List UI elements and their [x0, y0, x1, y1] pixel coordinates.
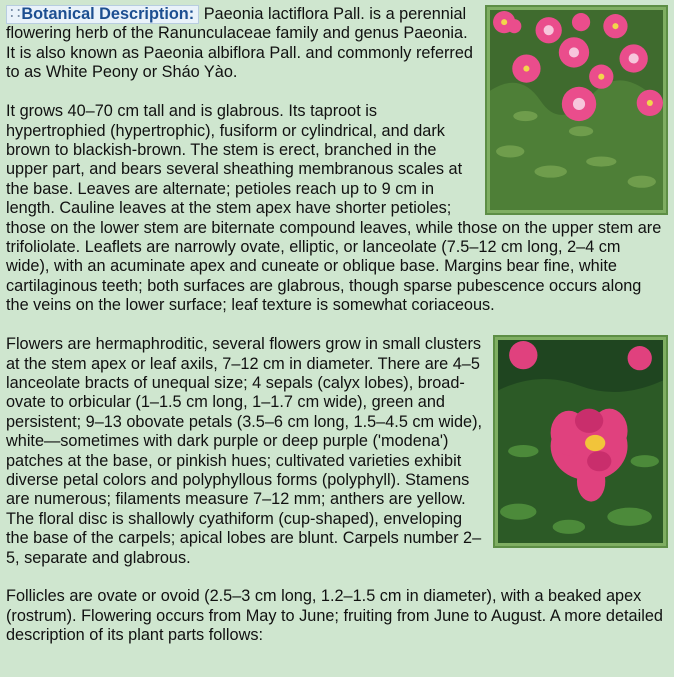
peony-bed-photo [485, 5, 668, 215]
flower-paragraph [6, 335, 668, 568]
paragraph-text: Flowers are hermaphroditic, several flowers grow in small clusters at the stem apex or leaf axils, 7–12 cm in diameter. There are 4–5 lanceolate bracts of unequal size; 4 sepals (calyx lobes), broad-ovate to orbicular (1–1.5 cm long, 1–1.7 cm wide), green and persistent; 9–13 obovate petals (3.5–6 cm long, 1.5–4.5 cm wide), white—sometimes with dark purple or deep purple ('modena') patches at the base, or pinkish hues; cultivated varieties exhibit diverse petal colors and polyphyllous forms (polyphyll). Stamens are numerous; filaments measure 7–12 mm; anthers are yellow. The floral disc is shallowly cyathiform (cup-shaped), enveloping the base of the carpels; apical lobes are blunt. Carpels number 2–5, separate and glabrous. [6, 335, 483, 567]
paragraph-text: It grows 40–70 cm tall and is glabrous. Its taproot is hypertrophied (hypertrophic), fusiform or cylindrical, and dark brown to blackish-brown. The stem is erect, branched in the upper part, and bears several sheathing membranous scales at the base. Leaves are alternate; petioles reach up to 9 cm in length. Cauline leaves at the stem apex have shorter petioles; those on the lower stem are biternate compound leaves, while those on the upper stem are trifoliolate. Leaflets are narrowly ovate, elliptic, or lanceolate (7.5–12 cm long, 2–4 cm wide), with an acuminate apex and cuneate or oblique base. Margins bear fine, white cartilaginous teeth; both surfaces are glabrous, though sparse pubescence occurs along the veins on the lower surface; leaf texture is somewhat coriaceous. [6, 102, 662, 315]
paragraph-text: Paeonia lactiflora Pall. is a perennial flowering herb of the Ranunculaceae family and genus Paeonia. It is also known as Paeonia albiflora Pall. and commonly referred to as White Peony or Sháo Yào. [6, 5, 473, 82]
section-label: ∷Botanical Description: [6, 5, 199, 24]
paragraph-text: Follicles are ovate or ovoid (2.5–3 cm long, 1.2–1.5 cm in diameter), with a beaked apex (rostrum). Flowering occurs from May to June; fruiting from June to August. A more detailed description of its plant parts follows: [6, 587, 663, 645]
fruit-paragraph [6, 587, 668, 645]
peony-flower-photo [493, 335, 668, 548]
label-bullet-icon: ∷ [10, 5, 21, 23]
intro-paragraph [6, 5, 668, 83]
